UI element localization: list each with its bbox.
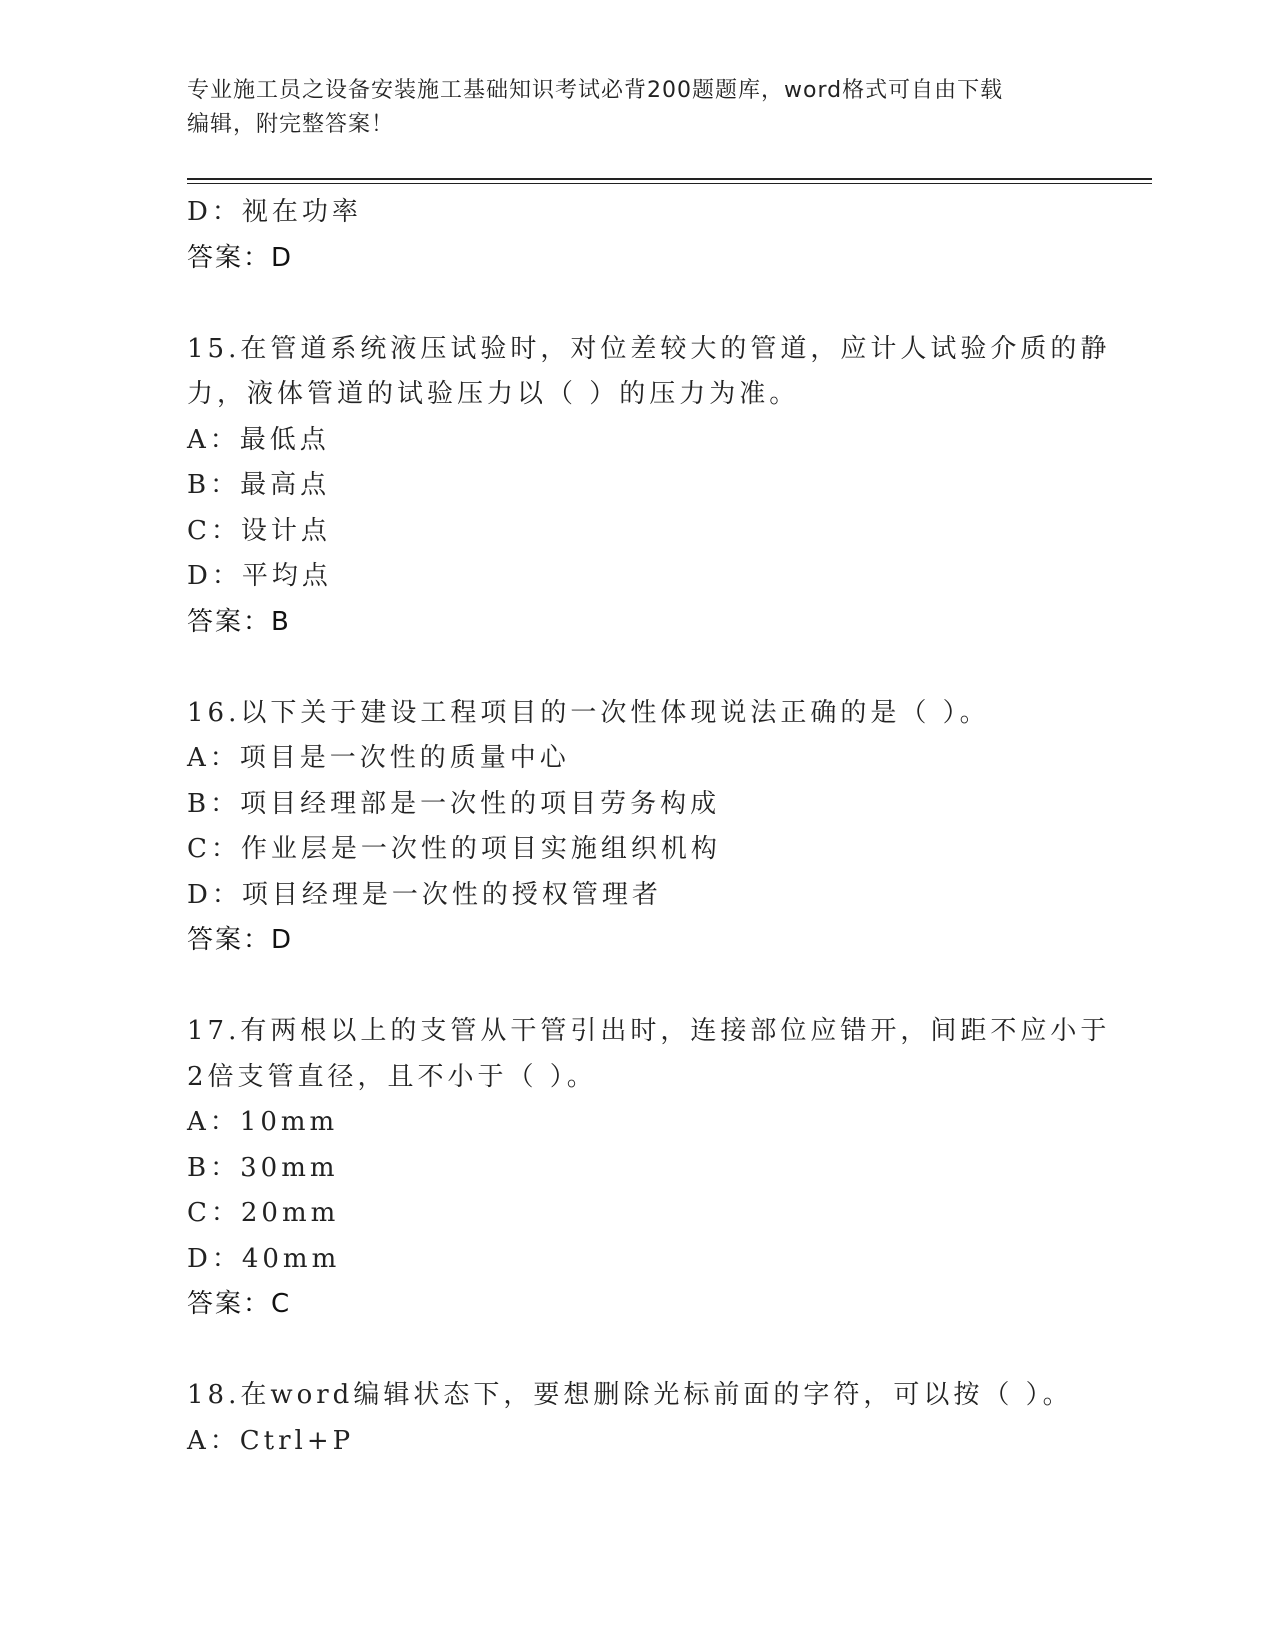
q18-stem-line-1: 18.在word编辑状态下，要想删除光标前面的字符，可以按（ ）。 — [187, 1380, 1073, 1410]
spacer — [187, 1328, 1087, 1374]
q17-stem-line-1: 17.有两根以上的支管从干管引出时，连接部位应错开，间距不应小于 — [187, 1016, 1111, 1046]
question-18 — [187, 1373, 1087, 1464]
header-divider-thick — [187, 178, 1152, 180]
spacer — [187, 645, 1087, 691]
q17-option-d: D：40mm — [187, 1243, 341, 1274]
q18-option-a: A：Ctrl+P — [187, 1425, 355, 1456]
q15-stem-line-1: 15.在管道系统液压试验时，对位差较大的管道，应计人试验介质的静 — [187, 333, 1111, 364]
spacer — [187, 281, 1087, 327]
q16-stem-line-1: 16.以下关于建设工程项目的一次性体现说法正确的是（ ）。 — [187, 697, 990, 728]
spacer — [187, 964, 1087, 1010]
q15-option-a: A：最低点 — [187, 424, 330, 455]
q15-answer: 答案：B — [187, 606, 291, 637]
q17-option-a: A：10mm — [187, 1107, 339, 1137]
question-16 — [187, 691, 1087, 964]
document-body — [187, 190, 1111, 1464]
q17-option-c: C：20mm — [187, 1198, 340, 1228]
q15-option-d: D：平均点 — [187, 561, 332, 591]
prev-answer: 答案：D — [187, 242, 294, 273]
q16-option-c: C：作业层是一次性的项目实施组织机构 — [187, 834, 721, 864]
prev-option-d: D：视在功率 — [187, 197, 362, 227]
q16-option-a: A：项目是一次性的质量中心 — [187, 743, 570, 773]
q15-option-b: B：最高点 — [187, 470, 331, 500]
q17-stem-line-2: 2倍支管直径，且不小于（ ）。 — [187, 1061, 597, 1092]
q16-option-d: D：项目经理是一次性的授权管理者 — [187, 879, 662, 910]
header-title-line-1: 专业施工员之设备安装施工基础知识考试必背200题题库，word格式可自由下载 — [187, 78, 1004, 103]
question-17 — [187, 1009, 1111, 1328]
q15-stem-line-2: 力，液体管道的试验压力以（ ）的压力为准。 — [187, 379, 800, 409]
q16-answer: 答案：D — [187, 925, 294, 955]
header-title-line-2: 编辑，附完整答案！ — [187, 112, 395, 137]
header-divider-thin — [187, 183, 1152, 184]
q16-option-b: B：项目经理部是一次性的项目劳务构成 — [187, 788, 721, 819]
q17-option-b: B：30mm — [187, 1152, 339, 1183]
document-header — [187, 74, 1087, 142]
q15-option-c: C：设计点 — [187, 515, 331, 546]
q17-answer: 答案：C — [187, 1289, 292, 1319]
question-15 — [187, 327, 1111, 646]
